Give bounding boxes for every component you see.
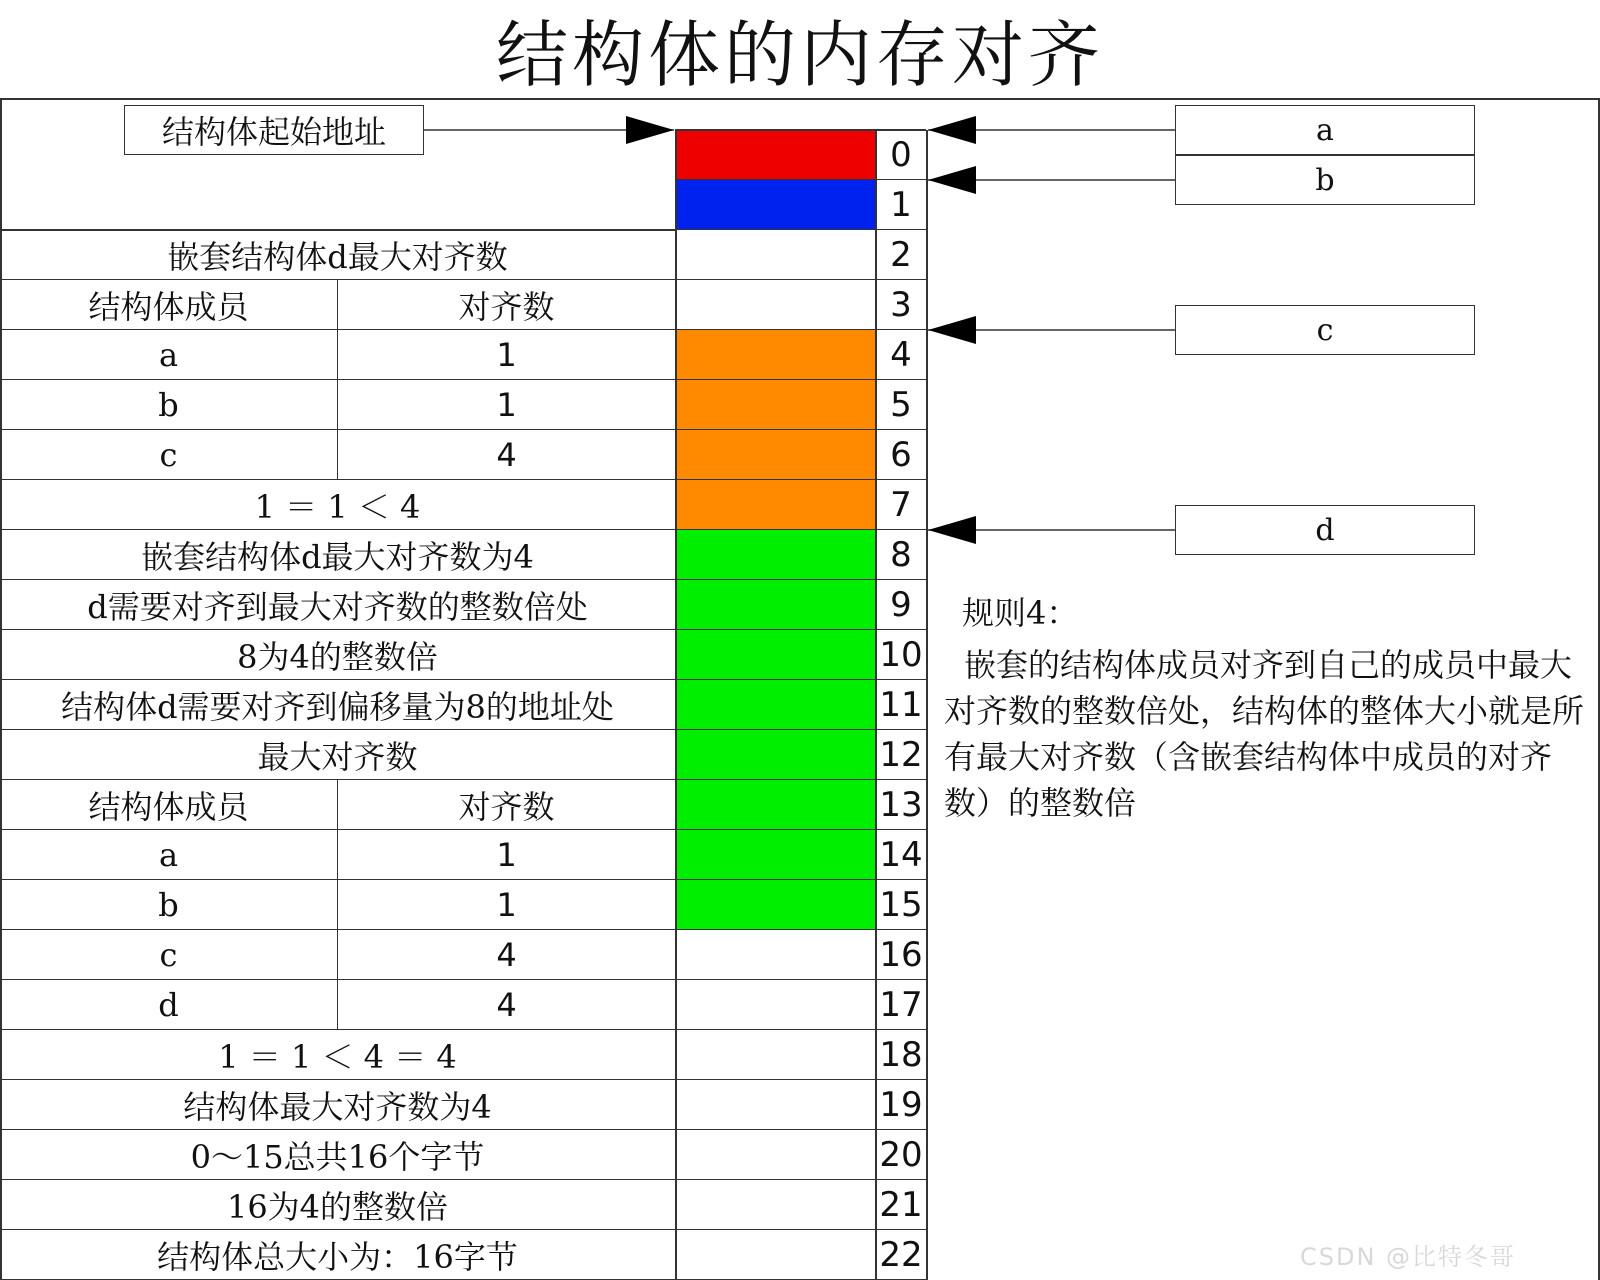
- byte-offset-label: 19: [876, 1080, 926, 1130]
- table-top-border: [0, 229, 675, 231]
- alignment-value-cell: 对齐数: [458, 287, 555, 326]
- byte-offset-label: 21: [876, 1180, 926, 1230]
- rule-body: 嵌套的结构体成员对齐到自己的成员中最大对齐数的整数倍处，结构体的整体大小就是所有最大对齐数（含嵌套结构体中成员的对齐数）的整数倍: [944, 646, 1585, 822]
- byte-offset-label: 7: [876, 480, 926, 530]
- alignment-value-cell: 对齐数: [458, 787, 555, 826]
- byte-offset-label: 11: [876, 680, 926, 730]
- alignment-value-cell: 1: [496, 835, 517, 874]
- byte-offset-label: 15: [876, 880, 926, 930]
- page-left-border: [0, 100, 2, 1280]
- alignment-value-cell: 4: [496, 985, 517, 1024]
- watermark: CSDN @比特冬哥: [1300, 1243, 1517, 1271]
- member-box-c: c: [1175, 305, 1475, 355]
- row-text: 1 ＝ 1 ＜ 4 ＝ 4: [218, 1037, 457, 1076]
- row-text: 结构体最大对齐数为4: [183, 1087, 492, 1126]
- byte-offset-label: 17: [876, 980, 926, 1030]
- row-text: 嵌套结构体d最大对齐数: [167, 237, 508, 276]
- row-text: 嵌套结构体d最大对齐数为4: [141, 537, 534, 576]
- byte-offset-label: 20: [876, 1130, 926, 1180]
- byte-offset-label: 16: [876, 930, 926, 980]
- byte-offset-label: 6: [876, 430, 926, 480]
- row-text: 结构体d需要对齐到偏移量为8的地址处: [61, 687, 614, 726]
- member-name-cell: 结构体成员: [0, 280, 338, 329]
- alignment-value-cell: 1: [496, 385, 517, 424]
- member-arrow-a-head: [928, 116, 976, 144]
- member-arrow-b-head: [928, 166, 976, 194]
- member-box-d: d: [1175, 505, 1475, 555]
- alignment-value-cell: 4: [496, 935, 517, 974]
- byte-offset-label: 13: [876, 780, 926, 830]
- byte-offset-label: 0: [876, 130, 926, 180]
- diagram-title: 结构体的内存对齐: [0, 0, 1600, 100]
- row-text: 0～15总共16个字节: [190, 1137, 485, 1176]
- byte-offset-label: 2: [876, 230, 926, 280]
- byte-offset-label: 1: [876, 180, 926, 230]
- row-text: 结构体总大小为：16字节: [157, 1237, 518, 1276]
- start-address-label: 结构体起始地址: [124, 105, 424, 155]
- byte-offset-label: 22: [876, 1230, 926, 1280]
- member-name-cell: c: [0, 430, 338, 479]
- member-box-b: b: [1175, 155, 1475, 205]
- start-arrow-head: [626, 116, 674, 144]
- memory-right-border: [875, 130, 877, 1280]
- member-name-cell: c: [0, 930, 338, 979]
- row-text: 16为4的整数倍: [226, 1187, 449, 1226]
- row-text: 1 ＝ 1 ＜ 4: [254, 487, 421, 526]
- byte-offset-label: 9: [876, 580, 926, 630]
- byte-offset-label: 18: [876, 1030, 926, 1080]
- memory-left-border: [675, 130, 677, 1280]
- member-name-cell: b: [0, 380, 338, 429]
- row-text: d需要对齐到最大对齐数的整数倍处: [87, 587, 588, 626]
- byte-offset-label: 8: [876, 530, 926, 580]
- member-name-cell: b: [0, 880, 338, 929]
- member-name-cell: a: [0, 330, 338, 379]
- alignment-value-cell: 1: [496, 335, 517, 374]
- alignment-value-cell: 4: [496, 435, 517, 474]
- member-box-a: a: [1175, 105, 1475, 155]
- byte-offset-label: 5: [876, 380, 926, 430]
- rule-title: 规则4：: [962, 594, 1079, 632]
- member-name-cell: 结构体成员: [0, 780, 338, 829]
- alignment-value-cell: 1: [496, 885, 517, 924]
- row-text: 8为4的整数倍: [237, 637, 438, 676]
- byte-offset-label: 14: [876, 830, 926, 880]
- row-text: 最大对齐数: [257, 737, 418, 776]
- member-name-cell: d: [0, 980, 338, 1029]
- byte-offset-label: 10: [876, 630, 926, 680]
- member-name-cell: a: [0, 830, 338, 879]
- member-arrow-c-head: [928, 316, 976, 344]
- byte-offset-label: 4: [876, 330, 926, 380]
- index-right-border: [926, 130, 928, 1280]
- memory-top-border: [675, 129, 926, 131]
- page-right-border: [1598, 100, 1600, 1280]
- byte-offset-label: 3: [876, 280, 926, 330]
- byte-offset-label: 12: [876, 730, 926, 780]
- member-arrow-d-head: [928, 516, 976, 544]
